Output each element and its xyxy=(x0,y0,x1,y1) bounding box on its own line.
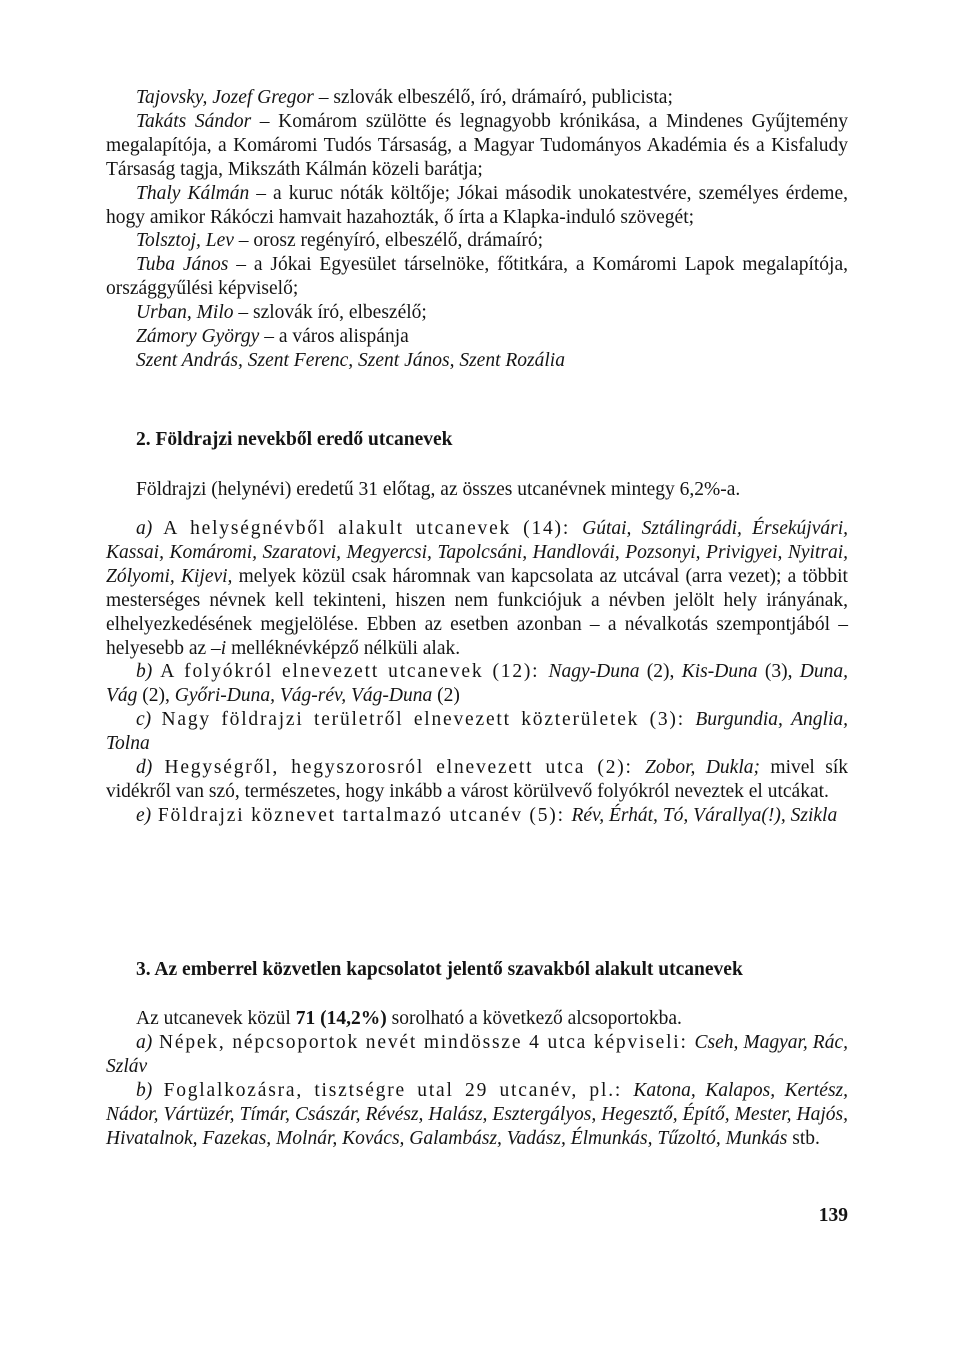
page-number: 139 xyxy=(818,1205,848,1226)
entry-tajovsky: Tajovsky, Jozef Gregor – szlovák elbeszélő, író, drámaíró, publicista; xyxy=(136,87,673,108)
section-2-items xyxy=(106,517,848,828)
item-2d: d) Hegységről, hegyszorosról elnevezett utca (2): Zobor, Dukla; mivel sík vidékről van szó, természetes, hogy inkább a várost körülvevő folyókról neveztek el utcákat. xyxy=(106,757,848,802)
entry-takats: Takáts Sándor – Komárom szülötte és legnagyobb krónikása, a Mindenes Gyűjtemény megalapítója, a Komáromi Tudós Társaság, a Magyar Tudományos Akadémia és a Kisfaludy Társaság tagja, Mikszáth Kálmán közeli barátja; xyxy=(106,110,848,180)
item-2e: e) Földrajzi köznevet tartalmazó utcanév (5): Rév, Érhát, Tó, Várallya(!), Szikla xyxy=(136,804,838,826)
entry-tuba: Tuba János – a Jókai Egyesület társelnöke, főtitkára, a Komáromi Lapok megalapítója, országgyűlési képviselő; xyxy=(106,254,849,300)
section-2-body xyxy=(106,478,848,502)
section-2-intro: Földrajzi (helynévi) eredetű 31 előtag, az összes utcanévnek mintegy 6,2%-a. xyxy=(136,479,741,500)
section-3-intro: Az utcanevek közül 71 (14,2%) sorolható a következő alcsoportokba. xyxy=(136,1008,682,1029)
entry-urban: Urban, Milo – szlovák író, elbeszélő; xyxy=(136,302,427,324)
entry-saints: Szent András, Szent Ferenc, Szent János, Szent Rozália xyxy=(136,349,565,371)
section-3-body xyxy=(106,1007,848,1150)
section-2 xyxy=(106,428,848,452)
section-2-heading: 2. Földrajzi nevekből eredő utcanevek xyxy=(136,429,453,450)
item-2b: b) A folyókról elnevezett utcanevek (12): Nagy-Duna (2), Kis-Duna (3), Duna, Vág (2), Győri-Duna, Vág-rév, Vág-Duna (2) xyxy=(106,661,848,707)
item-3a: a) Népek, népcsoportok nevét mindössze 4 utca képviseli: Cseh, Magyar, Rác, Szláv xyxy=(106,1031,848,1077)
entry-zamory: Zámory György – a város alispánja xyxy=(136,326,409,348)
name-list xyxy=(106,86,848,373)
item-2a: a) A helységnévből alakult utcanevek (14): Gútai, Sztálingrádi, Érsekújvári, Kassai, Komáromi, Szaratovi, Megyercsi, Tapolcsáni, Handlovái, Pozsonyi, Privigyei, Nyitrai, Zólyomi, Kijevi, melyek közül csak háromnak van kapcsolata az utcával (arra vezet); a többit mesterséges névnek kell tekinteni, hiszen nem funkciójuk a névben jelölt hely irányának, elhelyezkedésének megjelölése. Ebben az esetben azonban – a névalkotás szempontjából – helyesebb az –i melléknévképző nélküli alak. xyxy=(106,518,848,659)
item-2c: c) Nagy földrajzi területről elnevezett közterületek (3): Burgundia, Anglia, Tolna xyxy=(106,709,848,755)
section-3 xyxy=(106,958,848,982)
entry-thaly: Thaly Kálmán – a kuruc nóták költője; Jókai második unokatestvére, személyes érdeme, hogy amikor Rákóczi hamvait hazahozták, ő írta a Klapka-induló szövegét; xyxy=(106,182,848,228)
item-3b: b) Foglalkozásra, tisztségre utal 29 utcanév, pl.: Katona, Kalapos, Kertész, Nádor, Vártüzér, Tímár, Császár, Révész, Halász, Esztergályos, Hegesztő, Építő, Mester, Hajós, Hivatalnok, Fazekas, Molnár, Kovács, Galambász, Vadász, Élmunkás, Tűzoltó, Munkás stb. xyxy=(106,1079,848,1149)
entry-tolsztoj: Tolsztoj, Lev – orosz regényíró, elbeszélő, drámaíró; xyxy=(136,230,544,252)
section-3-heading: 3. Az emberrel közvetlen kapcsolatot jelentő szavakból alakult utcanevek xyxy=(136,959,743,980)
